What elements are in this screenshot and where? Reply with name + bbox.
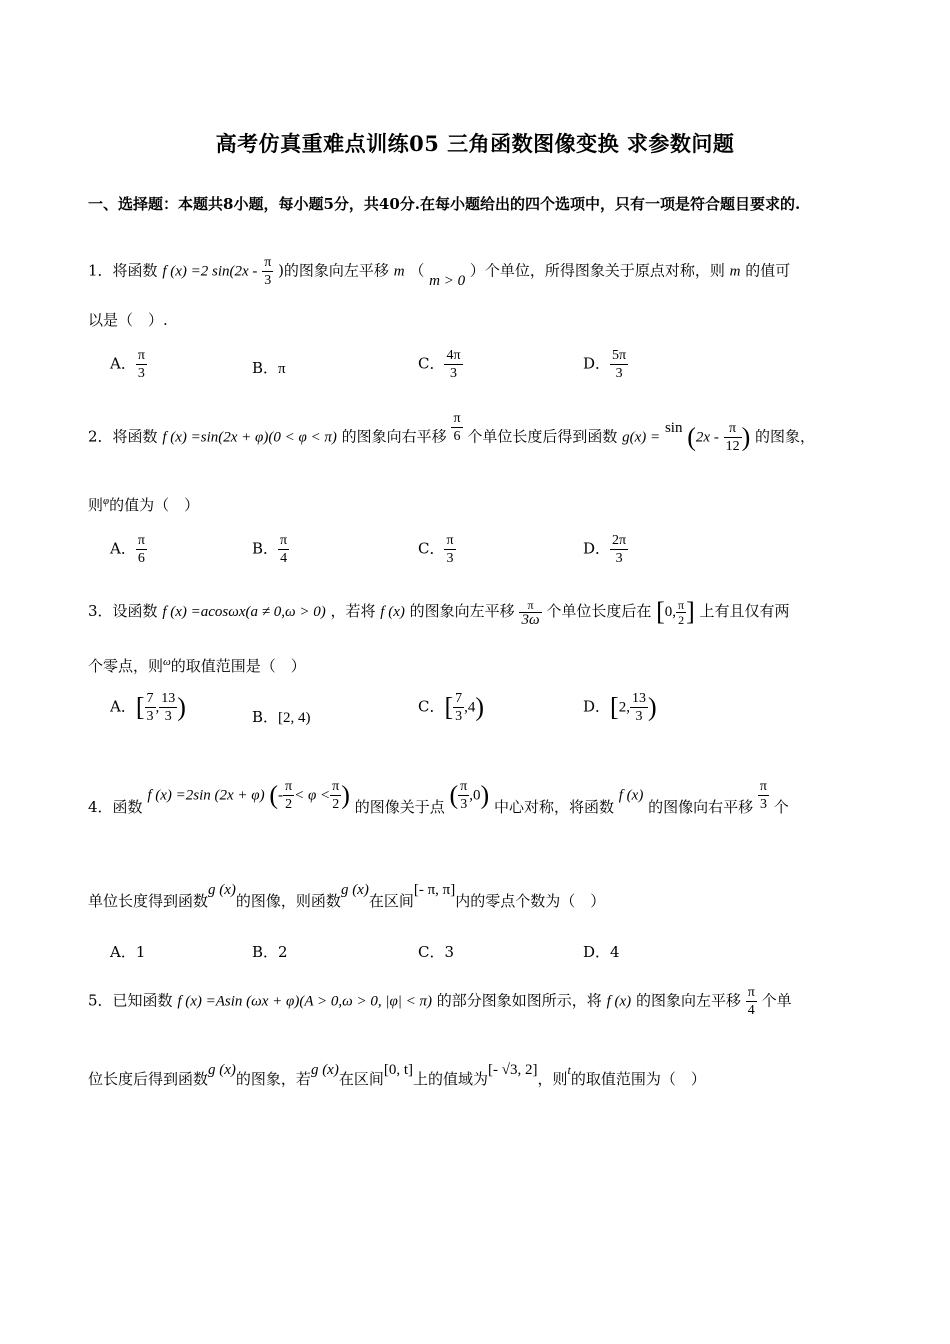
q3-option-d[interactable]: D．[2, $\frac{13}{3}$ ) [583,691,657,724]
q5-formula: f (x) =Asin (ωx + φ)(A > 0,ω > 0, |φ| < π) [177,993,432,1010]
q2-option-d[interactable]: D． $\frac{2\pi}{3}$ [583,533,627,566]
q3-formula: f (x) =acosωx(a ≠ 0,ω > 0) [162,604,326,620]
q1-fraction: $\frac{\pi}{3}$ [264,255,272,288]
q1-option-c[interactable]: C． $\frac{4\pi}{3}$ [418,348,461,381]
question-3-line2: 个零点，则$^\omega$的取值范围是（ ） [88,656,306,675]
question-2: 2．将函数 f (x) =sin(2x + φ)(0 < φ < π) 的图象向右平移 $\frac{\pi}{6}$ 个单位长度后得到函数 g(x) = sin (2x - $\frac{\pi}{12}$ ) 的图象， [88,411,816,454]
q2-option-b[interactable]: B． $\frac{\pi}{4}$ [252,533,288,566]
question-2-line2: 则$^\varphi$的值为（ ） [88,495,200,514]
question-1-line2: 以是（ ）. [88,311,168,329]
question-4-line2: 单位长度得到函数g (x)的图像，则函数g (x)在区间[- π, π]内的零点个数为（ ） [88,882,606,910]
question-1: 1．将函数 f (x) =2 sin(2x - $\frac{\pi}{3}$ )的图象向左平移 m （ m > 0 ）个单位，所得图象关于原点对称，则 m 的值可 [88,255,791,289]
q2-option-a[interactable]: A． $\frac{\pi}{6}$ [110,533,145,566]
q3-option-b[interactable]: B．[2, 4) [252,708,311,726]
q4-option-c[interactable]: C．3 [418,943,455,961]
q3-option-a[interactable]: A．[ $\frac{7}{3}$ , $\frac{13}{3}$ ) [110,691,186,724]
q1-option-b[interactable]: B．π [252,359,286,377]
question-3: 3．设函数 f (x) =acosωx(a ≠ 0,ω > 0) ，若将 f (x) 的图象向左平移 $\frac{\pi}{3\omega}$ 个单位长度后在 [0, $\frac{\pi}{2}$ ] 上有且仅有两 [88,597,790,628]
q2-formula: f (x) =sin(2x + φ)(0 < φ < π) [162,429,337,446]
q4-option-d[interactable]: D．4 [583,943,620,961]
q1-option-d[interactable]: D． $\frac{5\pi}{3}$ [583,348,627,381]
q2-option-c[interactable]: C． $\frac{\pi}{3}$ [418,533,454,566]
q1-formula: f (x) =2 sin(2x - [162,263,258,280]
q3-option-c[interactable]: C．[ $\frac{7}{3}$ ,4) [418,691,485,724]
page-title: 高考仿真重难点训练05 三角函数图像变换 求参数问题 [215,131,735,156]
q1-number: 1．将函数 [88,261,158,280]
q1-condition: m > 0 [429,272,466,289]
question-4: 4．函数 f (x) =2sin (2x + φ) (- $\frac{\pi}{2}$ < φ < $\frac{\pi}{2}$ ) 的图像关于点 ( $\frac{\pi}{3}$ ,0) 中心对称，将函数 f (x) 的图像向右平移 $\frac{\pi}{3}$ 个 [88,779,789,816]
question-5: 5．已知函数 f (x) =Asin (ωx + φ)(A > 0,ω > 0, |φ| < π) 的部分图象如图所示，将 f (x) 的图象向左平移 $\frac{\pi}{4}$ 个单 [88,985,792,1018]
q4-formula: f (x) =2sin (2x + φ) [147,787,265,804]
q1-option-a[interactable]: A． $\frac{\pi}{3}$ [110,348,145,381]
question-5-line2: 位长度后得到函数g (x)的图象，若g (x)在区间[0, t]上的值域为[- √3, 2]，则t的取值范围为（ ） [88,1062,706,1088]
q4-option-b[interactable]: B．2 [252,943,288,961]
section-heading: 一、选择题：本题共8小题，每小题5分，共40分.在每小题给出的四个选项中，只有一项是符合题目要求的. [88,195,801,213]
q4-option-a[interactable]: A．1 [110,943,146,961]
